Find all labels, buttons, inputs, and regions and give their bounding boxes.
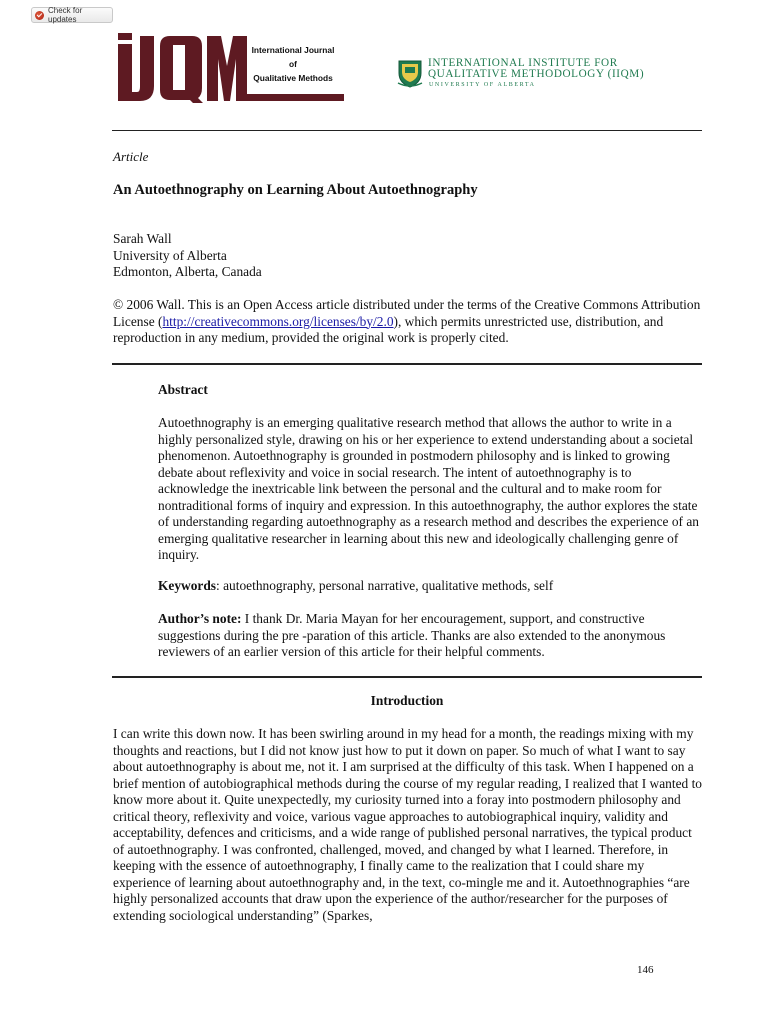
institute-name-line1: INTERNATIONAL INSTITUTE FOR [428, 57, 618, 69]
university-crest-icon [396, 57, 424, 89]
abstract-heading: Abstract [158, 382, 208, 397]
authors-note-label: Author’s note: [158, 611, 242, 626]
author-name: Sarah Wall [113, 231, 172, 246]
check-for-updates-label: Check for updates [48, 6, 83, 24]
author-location: Edmonton, Alberta, Canada [113, 264, 262, 279]
abstract-bottom-divider [112, 676, 702, 678]
ijqm-logo-text: International Journal of Qualitative Methods [251, 45, 335, 83]
page-number: 146 [637, 964, 654, 976]
check-updates-icon [35, 11, 44, 20]
license-text-before: © 2006 Wall. This is an Open Access article distributed under the terms of the Creative Commons Attribution License ( [113, 297, 701, 329]
keywords-list: : autoethnography, personal narrative, qualitative methods, self [216, 578, 554, 593]
article-type-label: Article [113, 149, 149, 164]
introduction-text: I can write this down now. It has been swirling around in my head for a month, the readings mixing with my thoughts and reactions, but I did not know just how to put it down on paper. So much of what I want to say about autoethnography is about me, not it. I am surprised at the difficulty of this task. When I happened on a brief mention of autobiographical methods during the course of my regular reading, I realized that I wanted to know more about it. Quite unexpectedly, my curiosity turned into a foray into postmodern philosophy and critical theory, reflexivity and voice, various vague approaches to autobiographical inquiry, validity and acceptability, defences and criticisms, and a wide range of published personal narratives, the typical product of autoethnography. I was confronted, challenged, moved, and changed by what I learned. Therefore, in keeping with the essence of autoethnography, I finally came to the realization that I could share my experience of learning about autoethnography and, in the text, co-mingle me and it. Autoethnographies “are highly personalized accounts that draw upon the experience of the author/researcher for the purposes of extending sociological understanding” (Sparkes, [113, 726, 702, 923]
author-block [113, 231, 262, 281]
author-affiliation: University of Alberta [113, 247, 227, 263]
keywords [158, 578, 703, 595]
license-text-after: ), which permits unrestricted use, distribution, and reproduction in any medium, provided the original work is properly cited. [113, 313, 664, 345]
license-link[interactable]: http://creativecommons.org/licenses/by/2.0 [162, 313, 394, 329]
abstract-top-divider [112, 363, 702, 365]
institute-name-line2: QUALITATIVE METHODOLOGY (IIQM) [428, 68, 645, 80]
header-divider [112, 130, 702, 131]
introduction-heading: Introduction [370, 693, 444, 708]
authors-note [158, 611, 703, 661]
paper-title: An Autoethnography on Learning About Autoethnography [113, 182, 478, 198]
authors-note-text: I thank Dr. Maria Mayan for her encouragement, support, and constructive suggestions during the pre -paration of this article. Thanks are also extended to the anonymous reviewers of an earlier version of this article for their helpful comments. [158, 611, 666, 659]
check-for-updates-button[interactable] [31, 7, 113, 23]
institute-university: UNIVERSITY OF ALBERTA [429, 82, 536, 88]
keywords-label: Keywords [158, 578, 217, 593]
abstract-text: Autoethnography is an emerging qualitative research method that allows the author to write in a highly personalized style, drawing on his or her experience to extend understanding about a societal phenomenon. Autoethnography is grounded in postmodern philosophy and is linked to growing debate about reflexivity and voice in social research. The intent of autoethnography is to acknowledge the inextricable link between the personal and the cultural and to make room for nontraditional forms of inquiry and expression. In this autoethnography, the author explores the state of understanding regarding autoethnography as a research method and describes the experience of an emerging qualitative researcher in learning about this new and ideologically challenging genre of inquiry. [158, 415, 699, 562]
license-statement [113, 297, 705, 347]
